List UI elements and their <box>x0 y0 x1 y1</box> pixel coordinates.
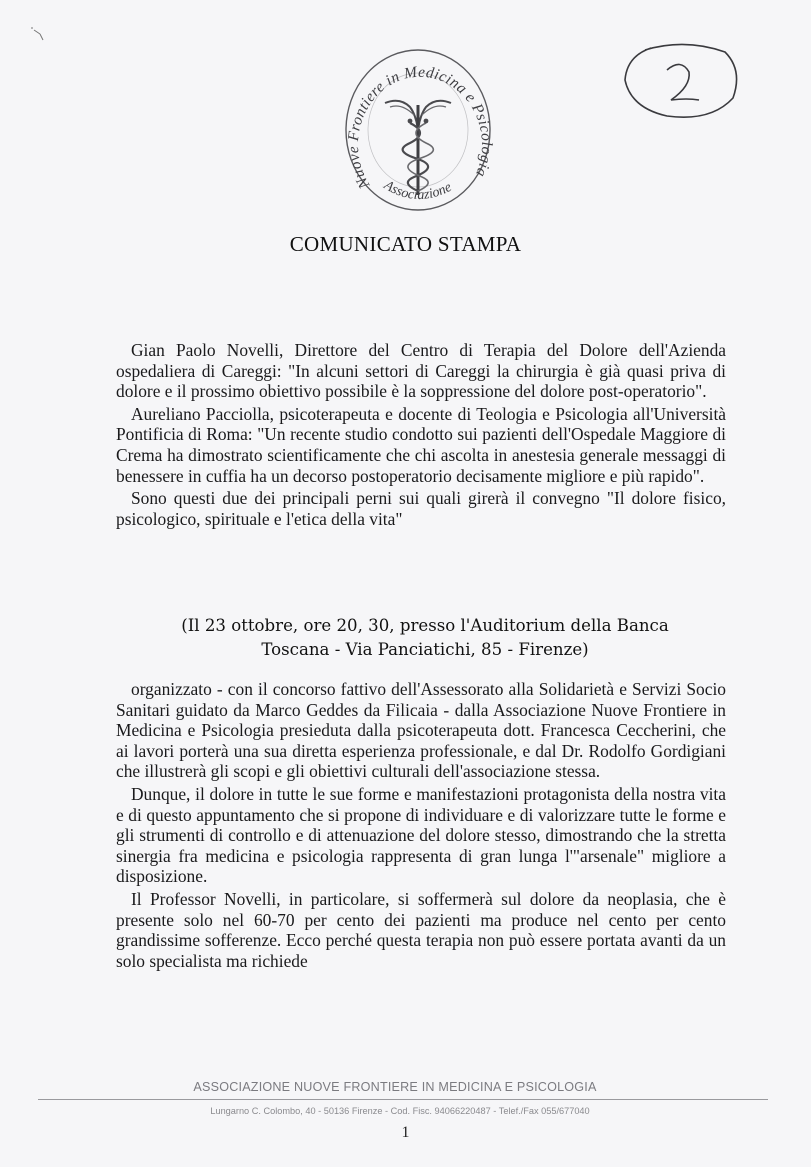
svg-text:Nuove Frontiere in Medicina e: Nuove Frontiere in Medicina e Psicologia <box>344 63 496 192</box>
paragraph-pacciolla: Aureliano Pacciolla, psicoterapeuta e docente di Teologia e Psicologia all'Università Pontificia di Roma: "Un recente studio condotto sui pazienti dell'Ospedale Maggiore di Crema ha dimostrato scientificamente che chi ascolta in anestesia generale messaggi di benessere in cuffia ha un decorso postoperatorio decisamente migliore e più rapido". <box>116 403 726 486</box>
body-text-top <box>116 340 726 529</box>
svg-text:Associazione: Associazione <box>381 177 455 204</box>
page-title: COMUNICATO STAMPA <box>289 232 522 256</box>
footer-organization: ASSOCIAZIONE NUOVE FRONTIERE IN MEDICINA E PSICOLOGIA <box>193 1080 597 1094</box>
paragraph-professor-novelli: Il Professor Novelli, in particolare, si soffermerà sul dolore da neoplasia, che è presente solo nel 60-70 per cento dei pazienti ma produce nel cento per cento grandissime sofferenze. Ecco perché questa terapia non può essere portata avanti da un solo specialista ma richiede <box>116 888 726 971</box>
paragraph-dunque: Dunque, il dolore in tutte le sue forme e manifestazioni protagonista della nostra vita e di questo appuntamento che si propone di individuare e di valorizzare tutte le forme e gli strumenti di controllo e di attenuazione del dolore stesso, dimostrando che la stretta sinergia fra medicina e psicologia rappresenta di gran lunga l'"arsenale" migliore a disposizione. <box>116 783 726 887</box>
footer-divider <box>38 1099 768 1100</box>
caduceus-seal-icon <box>330 35 500 220</box>
association-logo-seal <box>330 35 500 220</box>
scan-speck <box>22 22 52 46</box>
paragraph-organizzato: organizzato - con il concorso fattivo dell'Assessorato alla Solidarietà e Servizi Socio Sanitari guidato da Marco Geddes da Filicaia - dalla Associazione Nuove Frontiere in Medicina e Psicologia presieduta dalla psicoterapeuta dott. Francesca Ceccherini, che ai lavori porterà una sua diretta esperienza professionale, e dal Dr. Rodolfo Gordigiani che illustrerà gli scopi e gli obiettivi culturali dell'associazione stessa. <box>116 679 726 782</box>
paragraph-novelli: Gian Paolo Novelli, Direttore del Centro di Terapia del Dolore dell'Azienda ospedaliera di Careggi: "In alcuni settori di Careggi la chirurgia è già quasi priva di dolore e il prossimo obiettivo possibile è la soppressione del dolore post-operatorio". <box>116 340 726 402</box>
body-text-bottom <box>116 679 726 971</box>
event-line-1: (Il 23 ottobre, ore 20, 30, presso l'Auditorium della Banca <box>181 616 669 635</box>
handwritten-circled-number <box>615 30 745 130</box>
event-details <box>120 614 730 662</box>
event-line-2: Toscana - Via Panciatichi, 85 - Firenze) <box>261 640 589 659</box>
page-number: 1 <box>401 1124 410 1141</box>
paragraph-convegno: Sono questi due dei principali perni sui quali girerà il convegno "Il dolore fisico, psicologico, spirituale e l'etica della vita" <box>116 488 726 529</box>
footer-address: Lungarno C. Colombo, 40 - 50136 Firenze - Cod. Fisc. 94066220487 - Telef./Fax 055/677040 <box>210 1106 590 1116</box>
handwritten-circle-icon <box>615 30 745 130</box>
